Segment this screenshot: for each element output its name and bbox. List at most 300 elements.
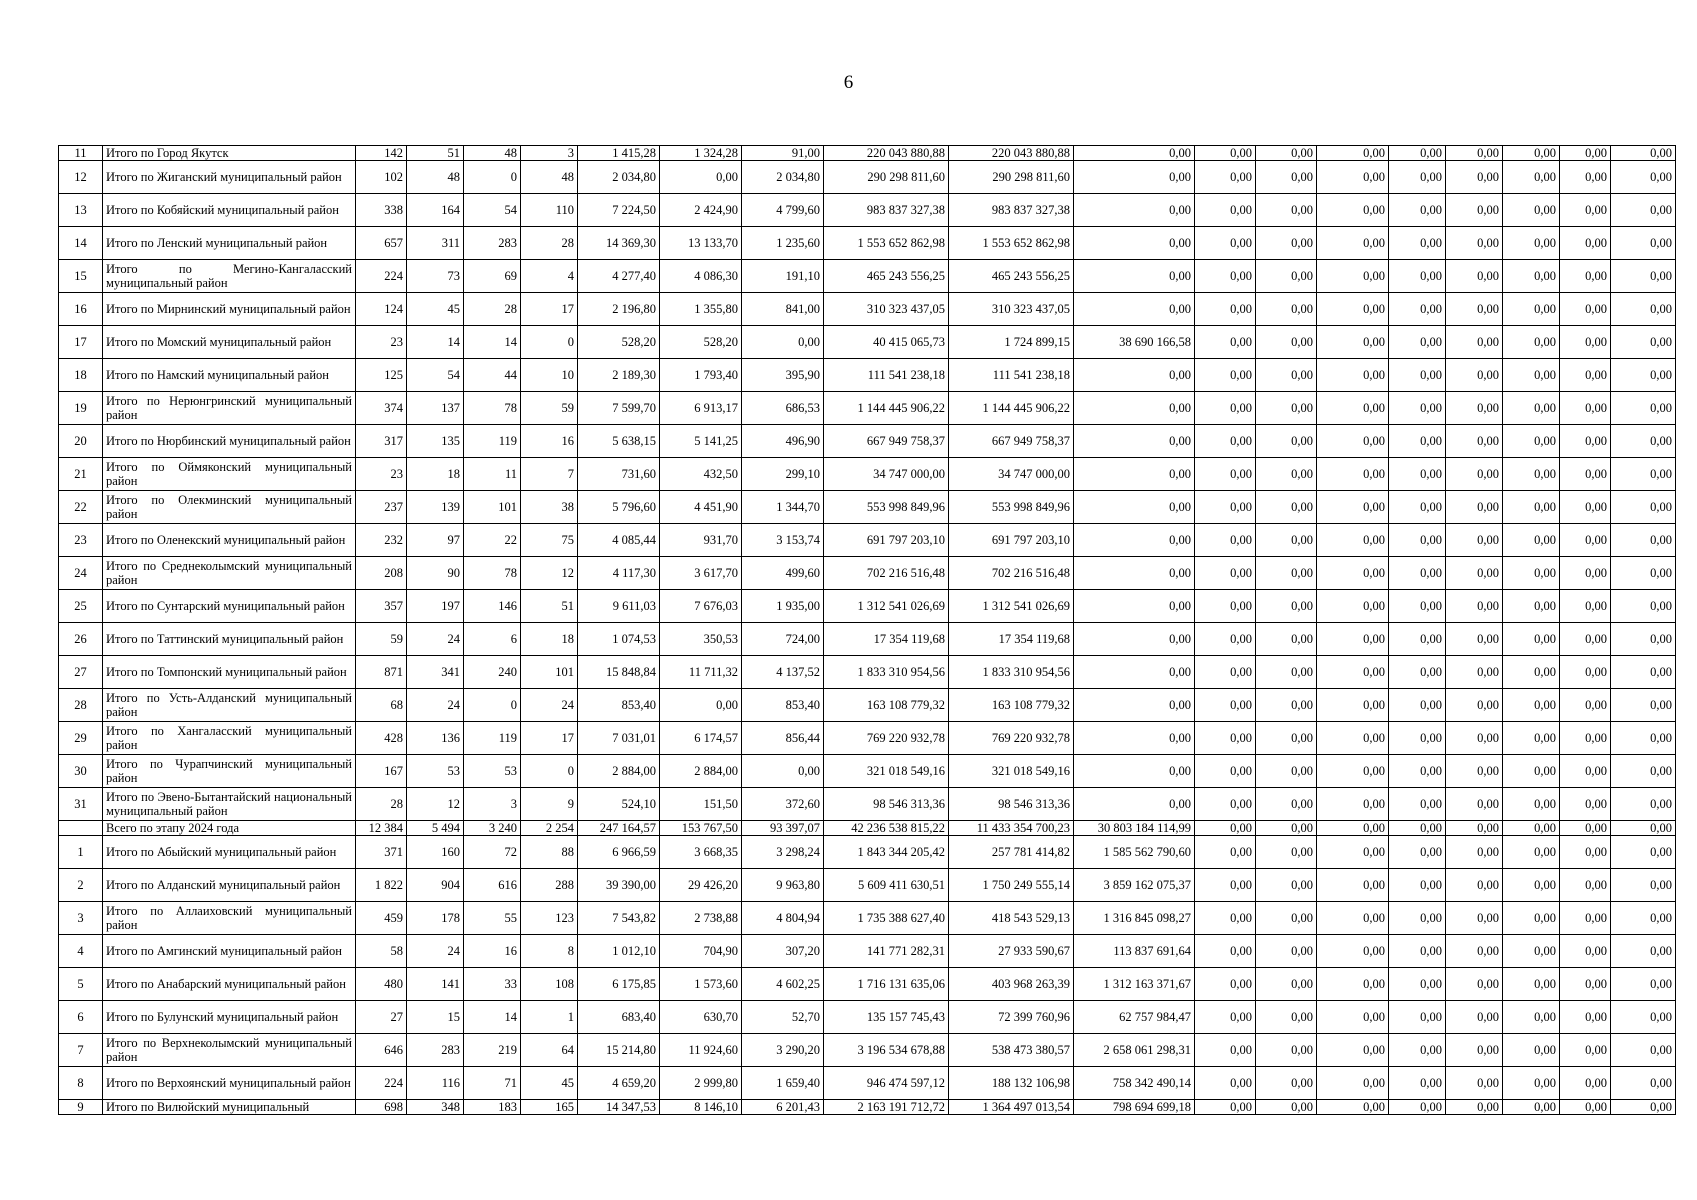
value-cell: 0,00 [1195, 293, 1256, 326]
value-cell: 683,40 [578, 1001, 660, 1034]
value-cell: 0,00 [1560, 902, 1611, 935]
value-cell: 12 [521, 557, 578, 590]
value-cell: 4 117,30 [578, 557, 660, 590]
value-cell: 116 [407, 1067, 464, 1100]
value-cell: 44 [464, 359, 521, 392]
value-cell: 0,00 [1317, 392, 1389, 425]
value-cell: 237 [356, 491, 407, 524]
value-cell: 6 [464, 623, 521, 656]
value-cell: 29 426,20 [660, 869, 742, 902]
value-cell: 11 711,32 [660, 656, 742, 689]
value-cell: 0,00 [1611, 623, 1676, 656]
value-cell: 0,00 [1256, 1067, 1317, 1100]
value-cell: 0,00 [1317, 359, 1389, 392]
value-cell: 125 [356, 359, 407, 392]
value-cell: 0,00 [1611, 869, 1676, 902]
value-cell: 0,00 [1195, 1001, 1256, 1034]
value-cell: 0,00 [1503, 1034, 1560, 1067]
value-cell: 163 108 779,32 [949, 689, 1074, 722]
row-number-cell: 13 [59, 194, 103, 227]
value-cell: 0,00 [1195, 260, 1256, 293]
value-cell: 13 133,70 [660, 227, 742, 260]
value-cell: 59 [521, 392, 578, 425]
value-cell: 0,00 [1446, 869, 1503, 902]
value-cell: 91,00 [742, 146, 824, 161]
value-cell: 58 [356, 935, 407, 968]
value-cell: 0,00 [1317, 836, 1389, 869]
district-name-cell: Итого по Вилюйский муниципальный [103, 1100, 356, 1115]
value-cell: 871 [356, 656, 407, 689]
table-row [59, 1100, 1676, 1115]
value-cell: 0,00 [1195, 902, 1256, 935]
value-cell: 0,00 [1389, 293, 1446, 326]
value-cell: 0,00 [1560, 1067, 1611, 1100]
table-row [59, 260, 1676, 293]
value-cell: 71 [464, 1067, 521, 1100]
value-cell: 108 [521, 968, 578, 1001]
value-cell: 1 793,40 [660, 359, 742, 392]
value-cell: 357 [356, 590, 407, 623]
value-cell: 38 [521, 491, 578, 524]
value-cell: 0,00 [1560, 968, 1611, 1001]
district-name-cell: Итого по Мирнинский муниципальный район [103, 293, 356, 326]
value-cell: 0,00 [1611, 260, 1676, 293]
value-cell: 704,90 [660, 935, 742, 968]
value-cell: 0,00 [1195, 1034, 1256, 1067]
value-cell: 224 [356, 260, 407, 293]
value-cell: 0,00 [1074, 656, 1195, 689]
value-cell: 191,10 [742, 260, 824, 293]
value-cell: 1 355,80 [660, 293, 742, 326]
value-cell: 0,00 [1389, 623, 1446, 656]
value-cell: 0,00 [1560, 194, 1611, 227]
value-cell: 0,00 [1317, 722, 1389, 755]
value-cell: 769 220 932,78 [824, 722, 949, 755]
value-cell: 24 [407, 689, 464, 722]
value-cell: 0,00 [1256, 869, 1317, 902]
value-cell: 7 599,70 [578, 392, 660, 425]
value-cell: 78 [464, 557, 521, 590]
value-cell: 39 390,00 [578, 869, 660, 902]
value-cell: 0,00 [1195, 161, 1256, 194]
value-cell: 0,00 [1256, 491, 1317, 524]
value-cell: 2 196,80 [578, 293, 660, 326]
value-cell: 12 [407, 788, 464, 821]
value-cell: 1 716 131 635,06 [824, 968, 949, 1001]
value-cell: 51 [521, 590, 578, 623]
value-cell: 0,00 [742, 755, 824, 788]
value-cell: 0,00 [1611, 161, 1676, 194]
value-cell: 480 [356, 968, 407, 1001]
value-cell: 232 [356, 524, 407, 557]
value-cell: 0,00 [1389, 590, 1446, 623]
value-cell: 0,00 [1389, 524, 1446, 557]
value-cell: 0,00 [1074, 755, 1195, 788]
value-cell: 1 553 652 862,98 [949, 227, 1074, 260]
data-table [58, 145, 1676, 1115]
district-name-cell: Итого по Томпонский муниципальный район [103, 656, 356, 689]
value-cell: 1 415,28 [578, 146, 660, 161]
value-cell: 0,00 [1195, 755, 1256, 788]
value-cell: 853,40 [578, 689, 660, 722]
value-cell: 465 243 556,25 [949, 260, 1074, 293]
value-cell: 164 [407, 194, 464, 227]
value-cell: 34 747 000,00 [949, 458, 1074, 491]
value-cell: 528,20 [578, 326, 660, 359]
value-cell: 3 298,24 [742, 836, 824, 869]
value-cell: 0,00 [1074, 623, 1195, 656]
value-cell: 137 [407, 392, 464, 425]
district-name-cell: Итого по Среднеколымский муниципальный район [103, 557, 356, 590]
value-cell: 0,00 [1503, 392, 1560, 425]
value-cell: 299,10 [742, 458, 824, 491]
value-cell: 4 085,44 [578, 524, 660, 557]
value-cell: 3 290,20 [742, 1034, 824, 1067]
value-cell: 0,00 [1256, 590, 1317, 623]
value-cell: 0,00 [1074, 689, 1195, 722]
value-cell: 12 384 [356, 821, 407, 836]
value-cell: 7 676,03 [660, 590, 742, 623]
value-cell: 0,00 [1195, 689, 1256, 722]
value-cell: 0,00 [1560, 821, 1611, 836]
value-cell: 0 [521, 755, 578, 788]
row-number-cell: 8 [59, 1067, 103, 1100]
district-name-cell: Итого по Намский муниципальный район [103, 359, 356, 392]
value-cell: 17 [521, 293, 578, 326]
value-cell: 0,00 [1195, 590, 1256, 623]
value-cell: 1 312 163 371,67 [1074, 968, 1195, 1001]
value-cell: 0,00 [1503, 869, 1560, 902]
district-name-cell: Итого по Кобяйский муниципальный район [103, 194, 356, 227]
value-cell: 257 781 414,82 [949, 836, 1074, 869]
value-cell: 6 913,17 [660, 392, 742, 425]
value-cell: 0,00 [1503, 1067, 1560, 1100]
value-cell: 0,00 [1195, 392, 1256, 425]
value-cell: 4 137,52 [742, 656, 824, 689]
value-cell: 153 767,50 [660, 821, 742, 836]
value-cell: 0,00 [1256, 392, 1317, 425]
value-cell: 288 [521, 869, 578, 902]
value-cell: 686,53 [742, 392, 824, 425]
value-cell: 33 [464, 968, 521, 1001]
value-cell: 1 324,28 [660, 146, 742, 161]
value-cell: 2 163 191 712,72 [824, 1100, 949, 1115]
value-cell: 1 364 497 013,54 [949, 1100, 1074, 1115]
value-cell: 1 735 388 627,40 [824, 902, 949, 935]
value-cell: 983 837 327,38 [949, 194, 1074, 227]
value-cell: 167 [356, 755, 407, 788]
district-name-cell: Итого по Нюрбинский муниципальный район [103, 425, 356, 458]
value-cell: 1 344,70 [742, 491, 824, 524]
value-cell: 0,00 [1074, 557, 1195, 590]
value-cell: 64 [521, 1034, 578, 1067]
value-cell: 0,00 [1389, 425, 1446, 458]
district-name-cell: Итого по Чурапчинский муниципальный район [103, 755, 356, 788]
value-cell: 0,00 [1560, 1100, 1611, 1115]
value-cell: 0,00 [1195, 1067, 1256, 1100]
row-number-cell: 11 [59, 146, 103, 161]
value-cell: 72 [464, 836, 521, 869]
row-number-cell: 20 [59, 425, 103, 458]
value-cell: 630,70 [660, 1001, 742, 1034]
value-cell: 0,00 [1611, 293, 1676, 326]
value-cell: 0,00 [1560, 425, 1611, 458]
value-cell: 68 [356, 689, 407, 722]
value-cell: 0,00 [1317, 755, 1389, 788]
value-cell: 1 659,40 [742, 1067, 824, 1100]
value-cell: 141 771 282,31 [824, 935, 949, 968]
value-cell: 0,00 [1503, 623, 1560, 656]
row-number-cell: 24 [59, 557, 103, 590]
value-cell: 0,00 [1503, 557, 1560, 590]
value-cell: 4 659,20 [578, 1067, 660, 1100]
value-cell: 616 [464, 869, 521, 902]
value-cell: 311 [407, 227, 464, 260]
value-cell: 0,00 [1446, 821, 1503, 836]
value-cell: 0,00 [1389, 1067, 1446, 1100]
value-cell: 4 799,60 [742, 194, 824, 227]
value-cell: 7 031,01 [578, 722, 660, 755]
row-number-cell: 23 [59, 524, 103, 557]
value-cell: 0,00 [1503, 656, 1560, 689]
value-cell: 0,00 [1446, 590, 1503, 623]
table-row [59, 821, 1676, 836]
value-cell: 55 [464, 902, 521, 935]
value-cell: 0,00 [1256, 524, 1317, 557]
row-number-cell: 31 [59, 788, 103, 821]
value-cell: 0,00 [1503, 161, 1560, 194]
value-cell: 2 254 [521, 821, 578, 836]
value-cell: 113 837 691,64 [1074, 935, 1195, 968]
value-cell: 0,00 [1389, 836, 1446, 869]
value-cell: 18 [521, 623, 578, 656]
value-cell: 5 796,60 [578, 491, 660, 524]
value-cell: 0,00 [1503, 458, 1560, 491]
value-cell: 224 [356, 1067, 407, 1100]
value-cell: 0,00 [1317, 935, 1389, 968]
value-cell: 2 884,00 [660, 755, 742, 788]
value-cell: 3 617,70 [660, 557, 742, 590]
value-cell: 0,00 [1560, 836, 1611, 869]
value-cell: 310 323 437,05 [949, 293, 1074, 326]
value-cell: 0,00 [1560, 458, 1611, 491]
value-cell: 0,00 [1503, 260, 1560, 293]
value-cell: 1 935,00 [742, 590, 824, 623]
value-cell: 0,00 [1446, 524, 1503, 557]
value-cell: 0,00 [1611, 194, 1676, 227]
value-cell: 0,00 [1503, 293, 1560, 326]
value-cell: 6 174,57 [660, 722, 742, 755]
value-cell: 6 201,43 [742, 1100, 824, 1115]
value-cell: 0,00 [1503, 326, 1560, 359]
value-cell: 0,00 [1446, 968, 1503, 1001]
value-cell: 2 658 061 298,31 [1074, 1034, 1195, 1067]
value-cell: 16 [464, 935, 521, 968]
value-cell: 24 [407, 623, 464, 656]
table-row [59, 623, 1676, 656]
value-cell: 0,00 [1503, 227, 1560, 260]
value-cell: 0,00 [1317, 902, 1389, 935]
value-cell: 8 [521, 935, 578, 968]
value-cell: 1 573,60 [660, 968, 742, 1001]
value-cell: 14 347,53 [578, 1100, 660, 1115]
value-cell: 123 [521, 902, 578, 935]
value-cell: 0,00 [1560, 491, 1611, 524]
value-cell: 2 738,88 [660, 902, 742, 935]
value-cell: 0,00 [1560, 260, 1611, 293]
value-cell: 4 602,25 [742, 968, 824, 1001]
value-cell: 350,53 [660, 623, 742, 656]
value-cell: 5 494 [407, 821, 464, 836]
value-cell: 9 611,03 [578, 590, 660, 623]
value-cell: 0,00 [1256, 1001, 1317, 1034]
value-cell: 657 [356, 227, 407, 260]
value-cell: 499,60 [742, 557, 824, 590]
table-row [59, 1001, 1676, 1034]
value-cell: 841,00 [742, 293, 824, 326]
value-cell: 59 [356, 623, 407, 656]
value-cell: 283 [464, 227, 521, 260]
value-cell: 1 585 562 790,60 [1074, 836, 1195, 869]
row-number-cell: 16 [59, 293, 103, 326]
district-name-cell: Итого по Сунтарский муниципальный район [103, 590, 356, 623]
value-cell: 17 354 119,68 [949, 623, 1074, 656]
value-cell: 667 949 758,37 [824, 425, 949, 458]
table-row [59, 902, 1676, 935]
district-name-cell: Итого по Булунский муниципальный район [103, 1001, 356, 1034]
value-cell: 10 [521, 359, 578, 392]
value-cell: 24 [521, 689, 578, 722]
value-cell: 220 043 880,88 [949, 146, 1074, 161]
value-cell: 22 [464, 524, 521, 557]
value-cell: 702 216 516,48 [824, 557, 949, 590]
table-row [59, 425, 1676, 458]
value-cell: 0,00 [1317, 524, 1389, 557]
district-name-cell: Итого по Анабарский муниципальный район [103, 968, 356, 1001]
value-cell: 0,00 [1503, 194, 1560, 227]
value-cell: 16 [521, 425, 578, 458]
value-cell: 119 [464, 722, 521, 755]
value-cell: 731,60 [578, 458, 660, 491]
value-cell: 0,00 [1256, 689, 1317, 722]
value-cell: 0,00 [1611, 902, 1676, 935]
value-cell: 146 [464, 590, 521, 623]
value-cell: 0 [464, 161, 521, 194]
value-cell: 0,00 [1503, 722, 1560, 755]
value-cell: 11 924,60 [660, 1034, 742, 1067]
value-cell: 0,00 [1389, 722, 1446, 755]
value-cell: 9 [521, 788, 578, 821]
value-cell: 42 236 538 815,22 [824, 821, 949, 836]
value-cell: 0,00 [1560, 1001, 1611, 1034]
value-cell: 0,00 [1503, 755, 1560, 788]
value-cell: 0,00 [1256, 326, 1317, 359]
value-cell: 3 [464, 788, 521, 821]
value-cell: 7 224,50 [578, 194, 660, 227]
value-cell: 23 [356, 326, 407, 359]
value-cell: 0 [464, 689, 521, 722]
value-cell: 1 316 845 098,27 [1074, 902, 1195, 935]
value-cell: 0,00 [1256, 359, 1317, 392]
district-name-cell: Итого по Оленекский муниципальный район [103, 524, 356, 557]
value-cell: 73 [407, 260, 464, 293]
value-cell: 0,00 [1446, 458, 1503, 491]
value-cell: 0,00 [1560, 227, 1611, 260]
value-cell: 0,00 [1611, 326, 1676, 359]
value-cell: 0,00 [1195, 524, 1256, 557]
value-cell: 0,00 [1195, 359, 1256, 392]
district-name-cell: Итого по Жиганский муниципальный район [103, 161, 356, 194]
value-cell: 6 175,85 [578, 968, 660, 1001]
value-cell: 3 [521, 146, 578, 161]
value-cell: 0,00 [1317, 821, 1389, 836]
value-cell: 0,00 [1446, 1034, 1503, 1067]
value-cell: 101 [521, 656, 578, 689]
value-cell: 0,00 [1389, 260, 1446, 293]
value-cell: 0,00 [1611, 392, 1676, 425]
value-cell: 0,00 [1560, 935, 1611, 968]
value-cell: 0,00 [1317, 260, 1389, 293]
value-cell: 7 543,82 [578, 902, 660, 935]
value-cell: 136 [407, 722, 464, 755]
value-cell: 946 474 597,12 [824, 1067, 949, 1100]
value-cell: 30 803 184 114,99 [1074, 821, 1195, 836]
value-cell: 0,00 [1611, 491, 1676, 524]
value-cell: 290 298 811,60 [949, 161, 1074, 194]
value-cell: 310 323 437,05 [824, 293, 949, 326]
value-cell: 0,00 [1195, 458, 1256, 491]
value-cell: 0,00 [1389, 359, 1446, 392]
district-name-cell: Итого по Олекминский муниципальный район [103, 491, 356, 524]
value-cell: 0,00 [1560, 524, 1611, 557]
value-cell: 0,00 [1446, 788, 1503, 821]
table-row [59, 161, 1676, 194]
value-cell: 0,00 [1074, 293, 1195, 326]
row-number-cell: 21 [59, 458, 103, 491]
value-cell: 51 [407, 146, 464, 161]
value-cell: 0,00 [1317, 656, 1389, 689]
value-cell: 496,90 [742, 425, 824, 458]
table-row [59, 458, 1676, 491]
table-row [59, 590, 1676, 623]
value-cell: 0,00 [1611, 722, 1676, 755]
value-cell: 0,00 [1256, 968, 1317, 1001]
table-body [59, 146, 1676, 1115]
value-cell: 0,00 [1256, 293, 1317, 326]
value-cell: 0,00 [1074, 227, 1195, 260]
value-cell: 0,00 [1195, 425, 1256, 458]
value-cell: 0,00 [1560, 689, 1611, 722]
value-cell: 0,00 [1446, 326, 1503, 359]
value-cell: 0,00 [1560, 788, 1611, 821]
row-number-cell: 1 [59, 836, 103, 869]
value-cell: 0,00 [1074, 194, 1195, 227]
value-cell: 183 [464, 1100, 521, 1115]
district-name-cell: Итого по Таттинский муниципальный район [103, 623, 356, 656]
value-cell: 0,00 [1317, 689, 1389, 722]
value-cell: 62 757 984,47 [1074, 1001, 1195, 1034]
value-cell: 9 963,80 [742, 869, 824, 902]
value-cell: 0,00 [1446, 722, 1503, 755]
value-cell: 0,00 [1611, 590, 1676, 623]
value-cell: 1 012,10 [578, 935, 660, 968]
value-cell: 691 797 203,10 [824, 524, 949, 557]
value-cell: 1 [521, 1001, 578, 1034]
value-cell: 0,00 [1446, 1067, 1503, 1100]
row-number-cell: 30 [59, 755, 103, 788]
value-cell: 0,00 [1503, 689, 1560, 722]
district-name-cell: Итого по Город Якутск [103, 146, 356, 161]
